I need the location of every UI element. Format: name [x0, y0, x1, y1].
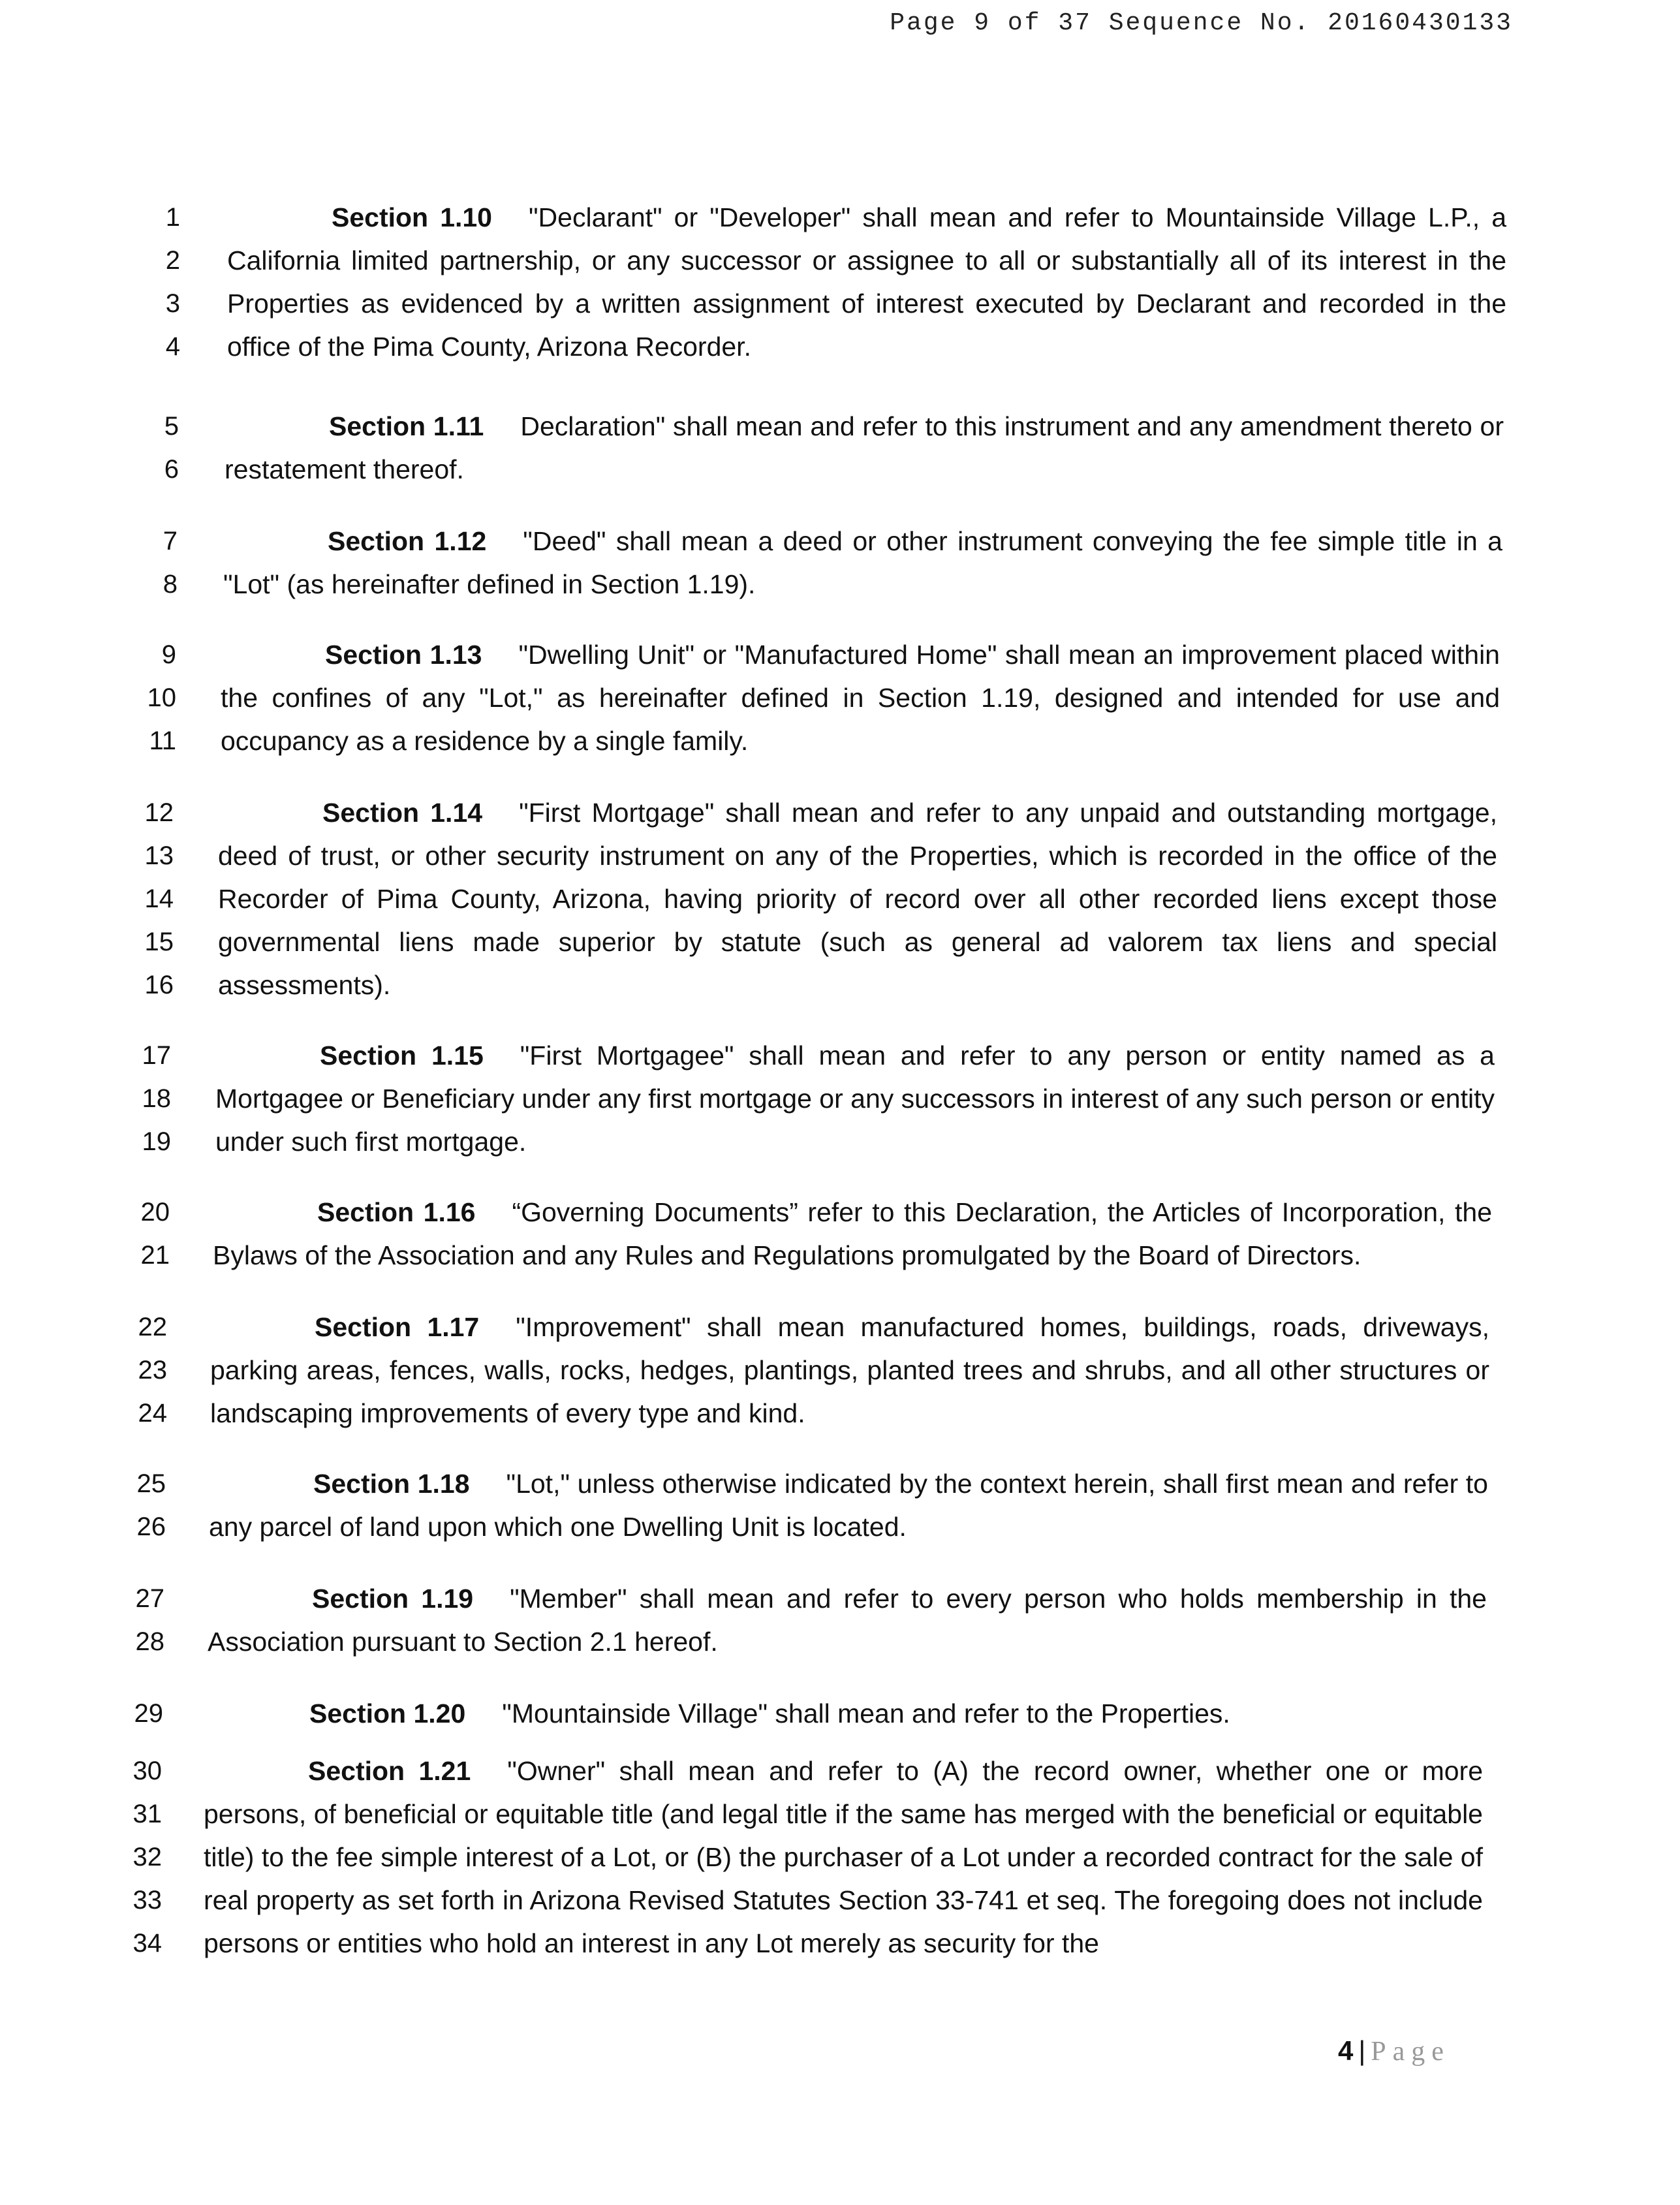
line-number: 16 — [144, 971, 174, 999]
line-number: 21 — [140, 1241, 170, 1270]
line-number: 17 — [142, 1041, 171, 1070]
line-number: 32 — [132, 1843, 162, 1871]
page-header: Page 9 of 37 Sequence No. 20160430133 — [890, 9, 1513, 37]
line-numbers — [108, 791, 174, 1007]
section-label: Section 1.16 — [317, 1197, 476, 1227]
section-text — [218, 791, 1497, 1007]
line-number: 6 — [164, 455, 179, 484]
line-numbers — [99, 1577, 164, 1663]
section-label: Section 1.18 — [313, 1469, 470, 1499]
footer-page-word: Page — [1371, 2037, 1450, 2067]
section-label: Section 1.19 — [312, 1584, 474, 1614]
line-number: 11 — [149, 727, 176, 755]
line-number: 26 — [136, 1512, 166, 1541]
section-text — [227, 196, 1506, 368]
section-text — [215, 1034, 1495, 1163]
section-content: "Member" shall mean and refer to every person who holds membership in the Association pursuant to Section 2.1 hereof. — [208, 1584, 1487, 1657]
line-number: 1 — [165, 203, 180, 232]
page-footer — [1338, 2035, 1450, 2067]
line-numbers — [112, 520, 178, 606]
line-number: 29 — [134, 1699, 163, 1728]
section-label: Section 1.10 — [332, 202, 492, 232]
section-text — [204, 1749, 1483, 1965]
line-number: 4 — [165, 332, 180, 361]
section-content: "Deed" shall mean a deed or other instrument conveying the fee simple title in a "Lot" (as hereinafter defined in Section 1.19). — [223, 526, 1502, 599]
line-numbers — [114, 405, 179, 491]
section-content: Declaration" shall mean and refer to this instrument and any amendment thereto or restatement thereof. — [225, 411, 1504, 484]
line-number: 22 — [138, 1313, 167, 1341]
line-number: 9 — [161, 640, 176, 669]
line-number: 2 — [165, 246, 180, 275]
line-number: 34 — [132, 1929, 162, 1958]
section-label: Section 1.20 — [309, 1698, 466, 1728]
footer-separator: | — [1358, 2035, 1366, 2066]
section-text — [225, 405, 1504, 491]
section-label: Section 1.13 — [325, 640, 482, 670]
section-content: "First Mortgage" shall mean and refer to any unpaid and outstanding mortgage, deed of trust, or other security instrument on any of the Properties, which is recorded in the office of the Recorder of Pima County, Arizona, having priority of record over all other recorded liens except those governmental liens made superior by statute (such as general ad valorem tax liens and special assessments). — [218, 798, 1497, 1000]
line-number: 7 — [163, 527, 178, 555]
section-label: Section 1.12 — [328, 526, 487, 556]
section-text — [223, 520, 1502, 606]
section-label: Section 1.21 — [308, 1756, 471, 1786]
line-numbers — [104, 1191, 170, 1277]
line-number: 25 — [136, 1469, 166, 1498]
section-content: "Owner" shall mean and refer to (A) the record owner, whether one or more persons, of beneficial or equitable title (and legal title if the same has merged with the beneficial or equitable title) to the fee simple interest of a Lot, or (B) the purchaser of a Lot under a recorded contract for the sale of real property as set forth in Arizona Revised Statutes Section 33-741 et seq. The foregoing does not include persons or entities who hold an interest in any Lot merely as security for the — [204, 1756, 1484, 1958]
line-number: 23 — [138, 1356, 167, 1384]
section-text — [210, 1306, 1489, 1435]
line-number: 27 — [135, 1584, 164, 1613]
line-number: 10 — [147, 683, 176, 712]
line-number: 24 — [138, 1399, 167, 1428]
section-content: "Declarant" or "Developer" shall mean and refer to Mountainside Village L.P., a California limited partnership, or any successor or assignee to all or substantially all of its interest in the Properties as evidenced by a written assignment of interest executed by Declarant and recorded in the office of the Pima County, Arizona Recorder. — [227, 202, 1507, 362]
line-numbers — [106, 1034, 171, 1163]
line-number: 33 — [132, 1886, 162, 1915]
line-number: 30 — [132, 1757, 162, 1785]
section-content: “Governing Documents” refer to this Declaration, the Articles of Incorporation, the Bylaws of the Association and any Rules and Regulations promulgated by the Board of Directors. — [213, 1197, 1492, 1270]
line-number: 31 — [132, 1800, 162, 1828]
section-label: Section 1.11 — [329, 411, 484, 441]
section-text — [221, 633, 1500, 762]
section-content: "First Mortgagee" shall mean and refer to any person or entity named as a Mortgagee or Beneficiary under any first mortgage or any successors in interest of any such person or entity under such first mortgage. — [215, 1040, 1495, 1157]
section-content: "Mountainside Village" shall mean and refer to the Properties. — [502, 1698, 1230, 1728]
section-label: Section 1.14 — [322, 798, 483, 828]
section-text — [213, 1191, 1492, 1277]
section-text — [205, 1692, 1484, 1735]
section-label: Section 1.15 — [320, 1040, 484, 1071]
line-number: 19 — [142, 1127, 171, 1156]
section-text — [209, 1462, 1488, 1548]
line-numbers — [97, 1749, 162, 1965]
line-number: 20 — [140, 1198, 170, 1227]
line-number: 13 — [144, 841, 174, 870]
line-number: 3 — [165, 289, 180, 318]
section-content: "Lot," unless otherwise indicated by the context herein, shall first mean and refer to any parcel of land upon which one Dwelling Unit is located. — [209, 1469, 1488, 1542]
line-numbers — [102, 1306, 167, 1435]
section-text — [208, 1577, 1487, 1663]
line-number: 28 — [135, 1627, 164, 1656]
line-number: 15 — [144, 928, 174, 956]
line-number: 18 — [142, 1084, 171, 1113]
line-numbers — [101, 1462, 166, 1548]
section-content: "Dwelling Unit" or "Manufactured Home" shall mean an improvement placed within the confines of any "Lot," as hereinafter defined in Section 1.19, designed and intended for use and occupancy as a residence by a single family. — [221, 640, 1500, 756]
line-numbers — [111, 633, 176, 762]
section-content: "Improvement" shall mean manufactured homes, buildings, roads, driveways, parking areas, fences, walls, rocks, hedges, plantings, planted trees and shrubs, and all other structures or landscaping improvements of every type and kind. — [210, 1312, 1489, 1428]
line-number: 14 — [144, 884, 174, 913]
line-number: 8 — [163, 570, 178, 599]
line-numbers — [115, 196, 180, 368]
footer-page-number: 4 — [1338, 2035, 1354, 2066]
section-label: Section 1.17 — [315, 1312, 480, 1342]
line-number: 12 — [144, 798, 174, 827]
line-numbers — [98, 1692, 163, 1735]
line-number: 5 — [164, 412, 179, 441]
